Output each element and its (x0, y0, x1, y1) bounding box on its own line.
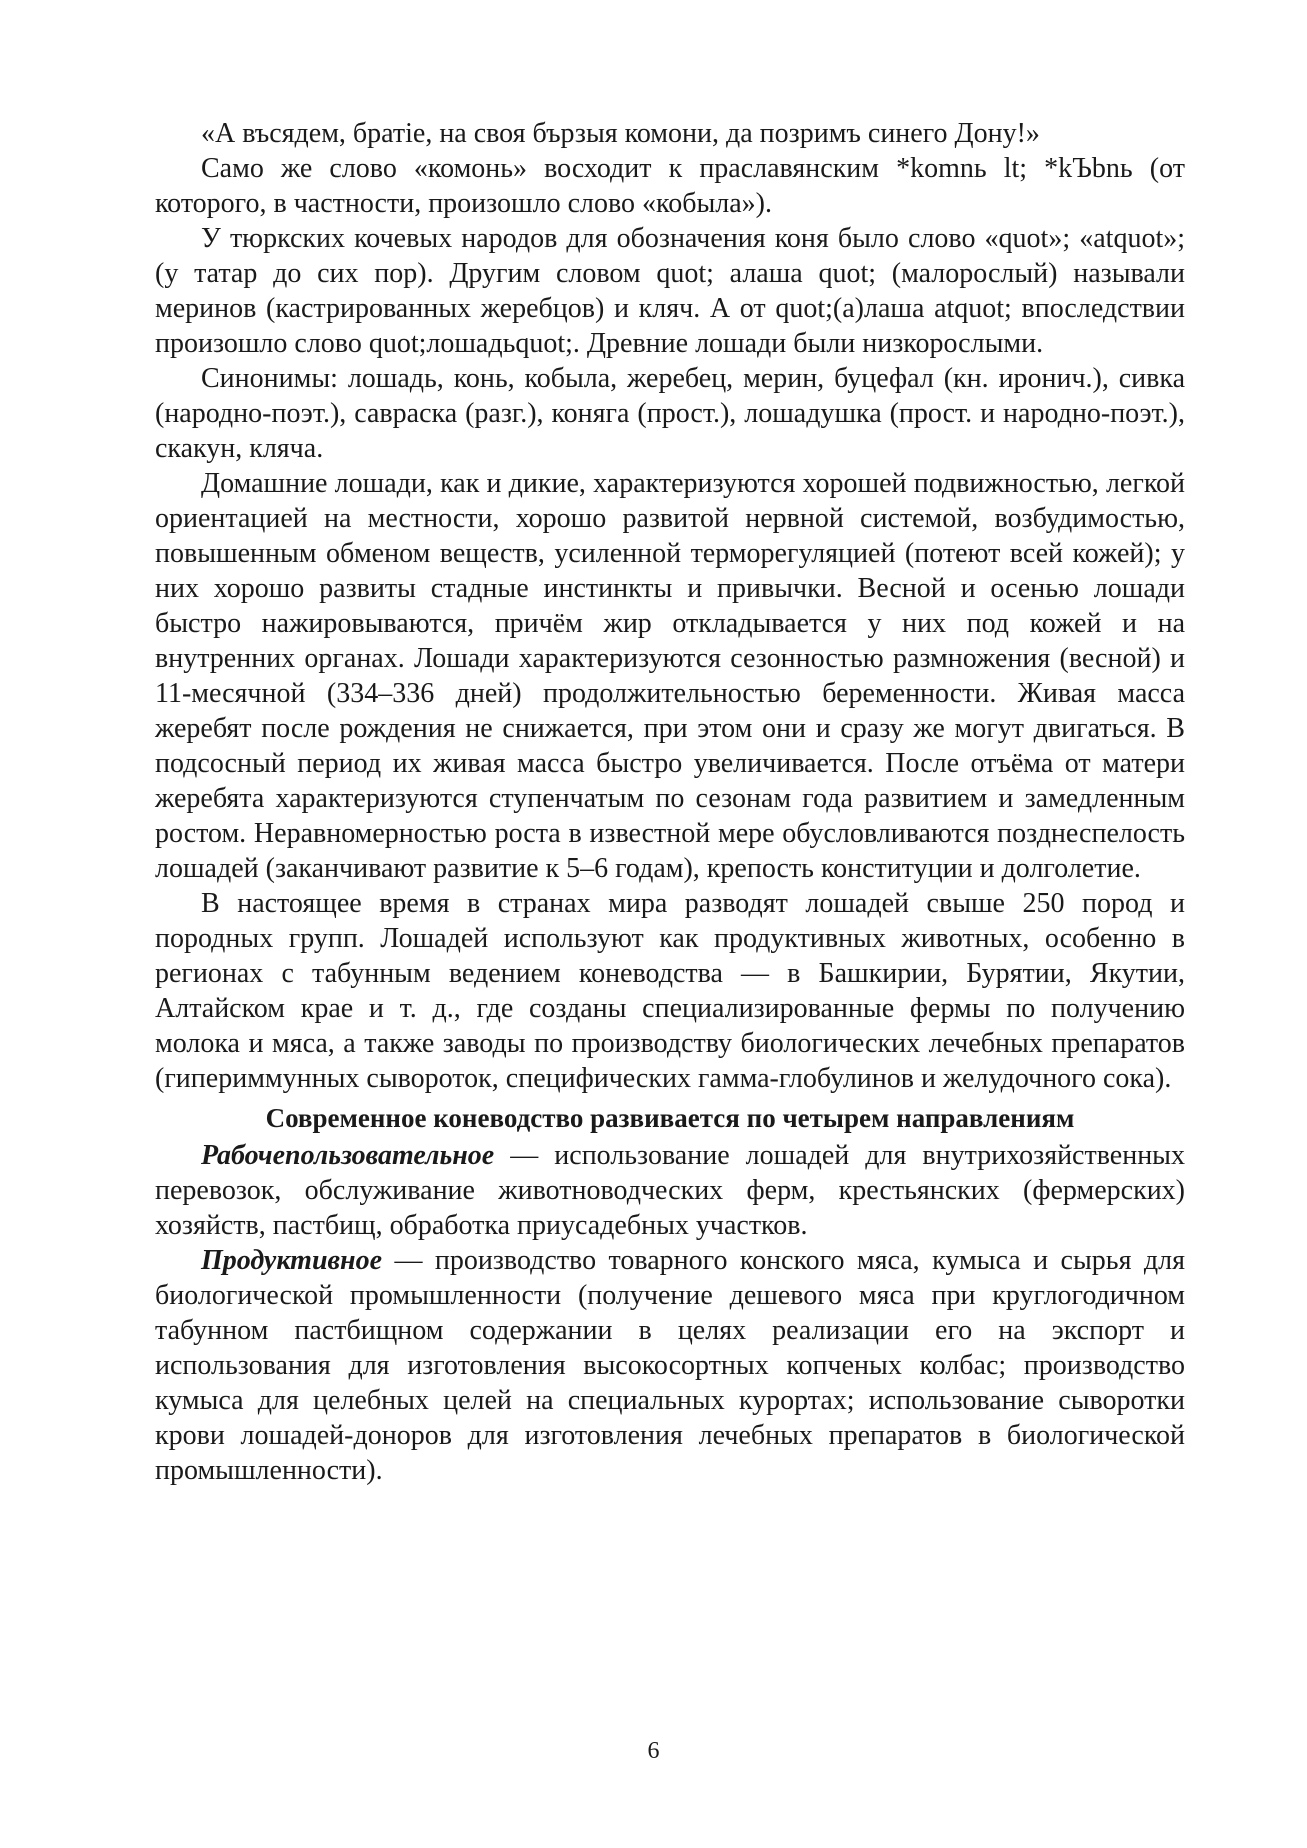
etymology-paragraph: Само же слово «комонь» восходит к праславянским *komnь lt; *kЪbnь (от которого, в частности, произошло слово «кобыла»). (155, 153, 1185, 219)
quote-paragraph: «А въсядем, братіе, на своя бързыя комони, да позримъ синего Дону!» (201, 118, 1040, 149)
direction-description: — производство товарного конского мяса, кумыса и сырья для биологической промышленности (получение дешевого мяса при круглогодичном табунном пастбищном содержании в целях реализации его на экспорт и использования для изготовления высокосортных копченых колбас; производство кумыса для целебных целей на специальных курортах; использование сыворотки крови лошадей-доноров для изготовления лечебных препаратов в биологической промышленности). (155, 1245, 1185, 1486)
direction-term: Рабочепользовательное (201, 1140, 495, 1171)
direction-term: Продуктивное (201, 1245, 383, 1276)
body-text (155, 116, 1185, 1488)
biology-paragraph: Домашние лошади, как и дикие, характеризуются хорошей подвижностью, легкой ориентацией на местности, хорошо развитой нервной системой, возбудимостью, повышенным обменом веществ, усиленной терморегуляцией (потеют всей кожей); у них хорошо развиты стадные инстинкты и привычки. Весной и осенью лошади быстро нажировываются, причём жир откладывается у них под кожей и на внутренних органах. Лошади характеризуются сезонностью размножения (весной) и 11-месячной (334–336 дней) продолжительностью беременности. Живая масса жеребят после рождения не снижается, при этом они и сразу же могут двигаться. В подсосный период их живая масса быстро увеличивается. После отъёма от матери жеребята характеризуются ступенчатым по сезонам года развитием и замедленным ростом. Неравномерностью роста в известной мере обусловливаются позднеспелость лошадей (заканчивают развитие к 5–6 годам), крепость конституции и долголетие. (155, 468, 1185, 884)
breeds-paragraph: В настоящее время в странах мира разводят лошадей свыше 250 пород и породных групп. Лошадей используют как продуктивных животных, особенно в регионах с табунным ведением коневодства — в Башкирии, Бурятии, Якутии, Алтайском крае и т. д., где созданы специализированные фермы по получению молока и мяса, а также заводы по производству биологических лечебных препаратов (гипериммунных сывороток, специфических гамма-глобулинов и желудочного сока). (155, 888, 1185, 1094)
direction-description: — использование лошадей для внутрихозяйственных перевозок, обслуживание животноводческих ферм, крестьянских (фермерских) хозяйств, пастбищ, обработка приусадебных участков. (155, 1140, 1185, 1241)
section-heading: Современное коневодство развивается по четырем направлениям (265, 1103, 1075, 1133)
direction-paragraph-working (155, 1138, 1185, 1243)
synonyms-paragraph: Синонимы: лошадь, конь, кобыла, жеребец, мерин, буцефал (кн. иронич.), сивка (народно-поэт.), савраска (разг.), коняга (прост.), лошадушка (прост. и народно-поэт.), скакун, кляча. (155, 363, 1185, 464)
direction-paragraph-productive (155, 1243, 1185, 1488)
page-number: 6 (647, 1738, 660, 1764)
turkic-word-paragraph: У тюркских кочевых народов для обозначения коня было слово «quot»; «atquot»; (у татар до сих пор). Другим словом quot; алаша quot; (малорослый) называли меринов (кастрированных жеребцов) и кляч. А от quot;(а)лаша atquot; впоследствии произошло слово quot;лошадьquot;. Древние лошади были низкорослыми. (155, 223, 1185, 359)
